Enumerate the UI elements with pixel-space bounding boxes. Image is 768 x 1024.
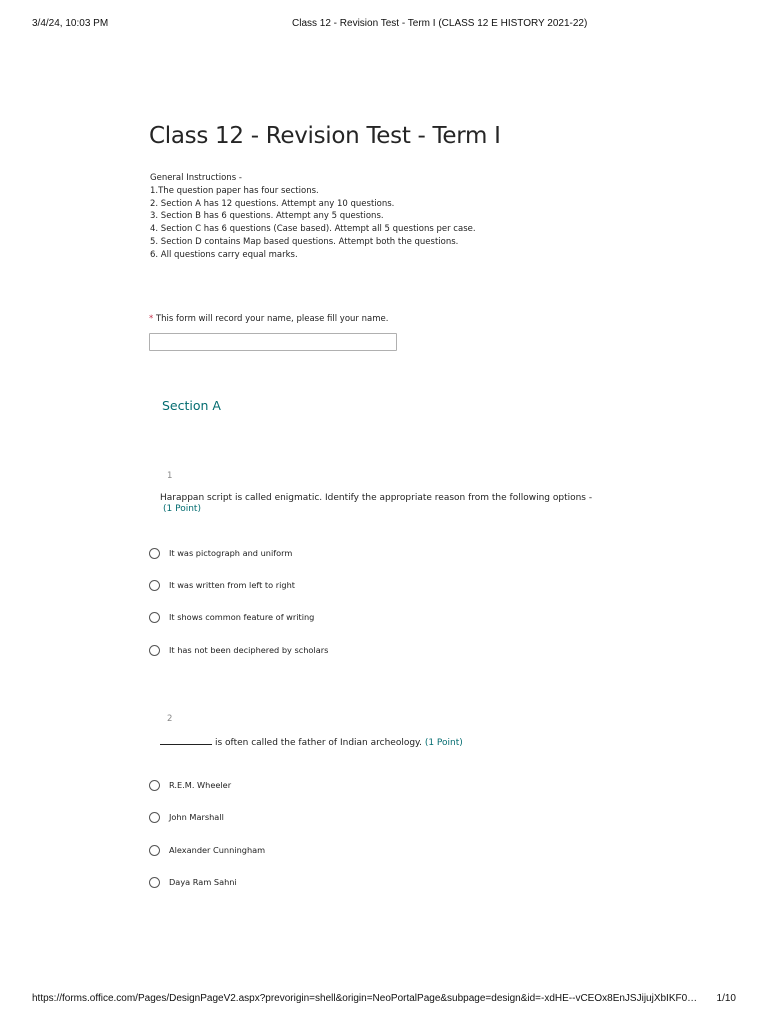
instruction-line: 3. Section B has 6 questions. Attempt any 5 questions. bbox=[150, 211, 384, 222]
print-page-title: Class 12 - Revision Test - Term I (CLASS 12 E HISTORY 2021-22) bbox=[292, 18, 588, 29]
answer-option[interactable] bbox=[149, 810, 224, 824]
question-text-body: Harappan script is called enigmatic. Identify the appropriate reason from the following options - bbox=[160, 493, 593, 503]
instruction-line: General Instructions - bbox=[150, 173, 242, 183]
instruction-line: 6. All questions carry equal marks. bbox=[150, 249, 298, 260]
answer-option[interactable] bbox=[149, 610, 314, 624]
print-header bbox=[32, 18, 736, 32]
option-label: Alexander Cunningham bbox=[169, 845, 266, 855]
radio-button[interactable] bbox=[149, 780, 160, 791]
question-points: (1 Point) bbox=[163, 504, 201, 514]
answer-option[interactable] bbox=[149, 778, 231, 792]
name-input[interactable] bbox=[149, 333, 397, 351]
question-text-body: is often called the father of Indian archeology. bbox=[215, 738, 422, 748]
answer-option[interactable] bbox=[149, 843, 265, 857]
page-indicator: 1/10 bbox=[716, 993, 736, 1004]
radio-button[interactable] bbox=[149, 812, 160, 823]
instruction-line: 5. Section D contains Map based questions. Attempt both the questions. bbox=[150, 236, 459, 247]
radio-button[interactable] bbox=[149, 845, 160, 856]
option-label: It has not been deciphered by scholars bbox=[169, 645, 329, 655]
radio-button[interactable] bbox=[149, 877, 160, 888]
answer-option[interactable] bbox=[149, 546, 292, 560]
print-footer bbox=[32, 993, 736, 1007]
form-title: Class 12 - Revision Test - Term I bbox=[149, 123, 501, 149]
print-datetime: 3/4/24, 10:03 PM bbox=[32, 18, 109, 29]
instruction-line: 1.The question paper has four sections. bbox=[150, 185, 319, 196]
instruction-line: 2. Section A has 12 questions. Attempt any 10 questions. bbox=[150, 198, 395, 209]
question-points: (1 Point) bbox=[424, 738, 463, 748]
question-text bbox=[160, 493, 592, 503]
print-url: https://forms.office.com/Pages/DesignPageV2.aspx?prevorigin=shell&origin=NeoPortalPage&subpage=design&id=-xdHE--vCEOx8EnJSJijujXbIKF0… bbox=[32, 993, 698, 1004]
section-title: Section A bbox=[162, 398, 221, 413]
radio-button[interactable] bbox=[149, 548, 160, 559]
name-notice-text: This form will record your name, please fill your name. bbox=[155, 314, 389, 324]
required-asterisk: * bbox=[149, 314, 154, 324]
option-label: Daya Ram Sahni bbox=[169, 877, 237, 887]
question-number: 2 bbox=[167, 714, 173, 724]
radio-button[interactable] bbox=[149, 580, 160, 591]
option-label: John Marshall bbox=[169, 812, 224, 822]
question-number: 1 bbox=[167, 471, 173, 481]
radio-button[interactable] bbox=[149, 612, 160, 623]
radio-button[interactable] bbox=[149, 645, 160, 656]
option-label: It was pictograph and uniform bbox=[169, 548, 293, 558]
answer-option[interactable] bbox=[149, 643, 328, 657]
question-text bbox=[160, 736, 463, 748]
answer-option[interactable] bbox=[149, 578, 295, 592]
fill-in-blank bbox=[160, 736, 212, 745]
answer-option[interactable] bbox=[149, 875, 237, 889]
instruction-line: 4. Section C has 6 questions (Case based). Attempt all 5 questions per case. bbox=[150, 224, 476, 235]
name-record-notice bbox=[149, 314, 388, 324]
option-label: It shows common feature of writing bbox=[169, 612, 315, 622]
general-instructions bbox=[150, 172, 590, 262]
option-label: It was written from left to right bbox=[169, 580, 295, 590]
option-label: R.E.M. Wheeler bbox=[169, 780, 232, 790]
